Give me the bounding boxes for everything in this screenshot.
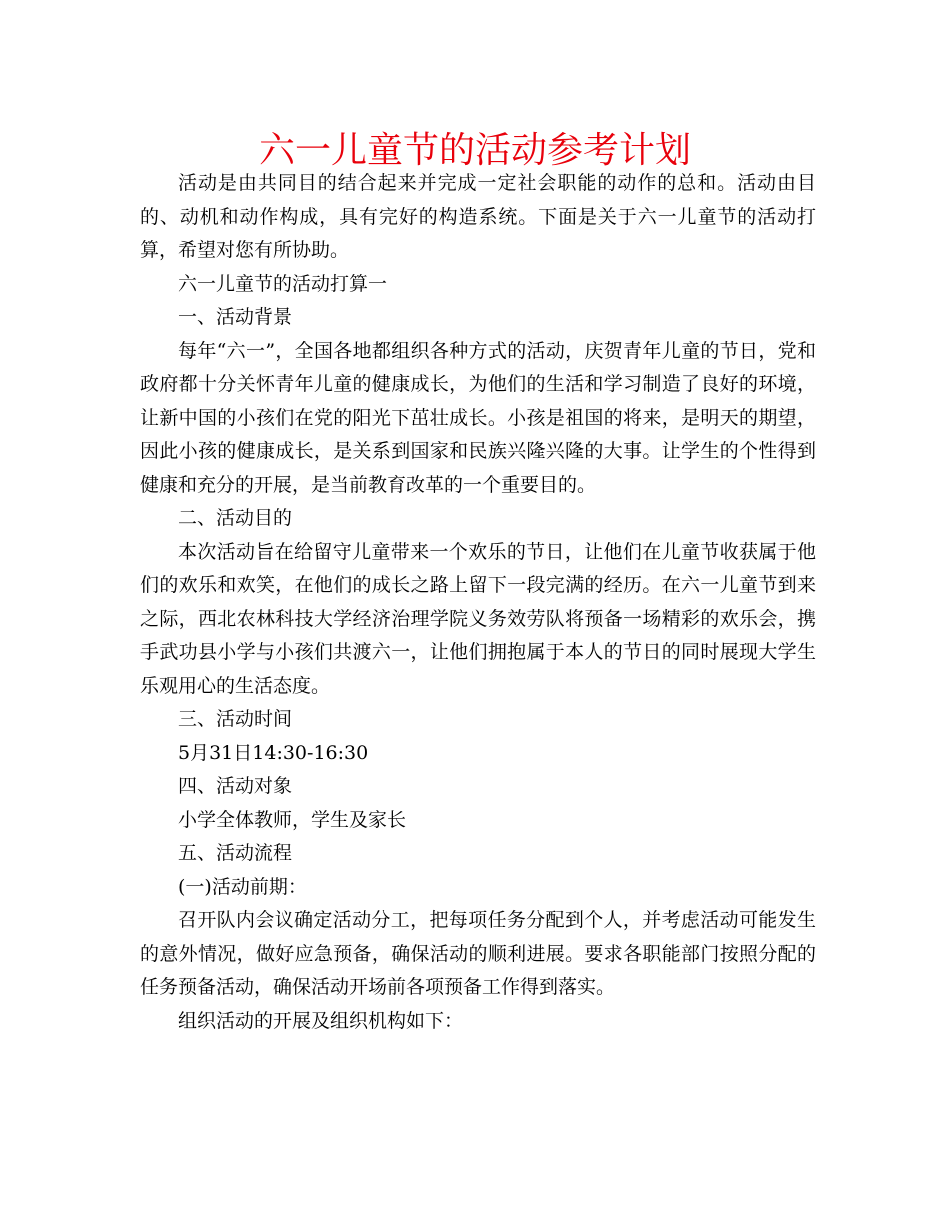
- section-heading-process: 五、活动流程: [178, 842, 293, 864]
- time-paragraph: 5月31日14:30-16:30: [178, 741, 369, 764]
- section-heading-purpose: 二、活动目的: [178, 507, 293, 529]
- section-heading-time: 三、活动时间: [178, 708, 293, 730]
- section-heading-audience: 四、活动对象: [178, 775, 293, 797]
- organization-paragraph: 组织活动的开展及组织机构如下：: [178, 1009, 464, 1032]
- audience-paragraph: 小学全体教师，学生及家长: [178, 808, 407, 831]
- pre-paragraph: 召开队内会议确定活动分工，把每项任务分配到个人，并考虑活动可能发生的意外情况，做好应急预备，确保活动的顺利进展。要求各职能部门按照分配的任务预备活动，确保活动开场前各项预备工作得到落实。: [140, 909, 816, 998]
- document-body: [140, 167, 816, 1038]
- plan-heading: 六一儿童节的活动打算一: [178, 272, 388, 295]
- purpose-paragraph: 本次活动旨在给留守儿童带来一个欢乐的节日，让他们在儿童节收获属于他们的欢乐和欢笑，在他们的成长之路上留下一段完满的经历。在六一儿童节到来之际，西北农林科技大学经济治理学院义务效劳队将预备一场精彩的欢乐会，携手武功县小学与小孩们共渡六一，让他们拥抱属于本人的节日的同时展现大学生乐观用心的生活态度。: [140, 540, 816, 697]
- subsection-heading-pre: (一)活动前期：: [178, 875, 307, 898]
- section-heading-background: 一、活动背景: [178, 306, 293, 328]
- document-title: 六一儿童节的活动参考计划: [258, 130, 691, 171]
- intro-paragraph: 活动是由共同目的结合起来并完成一定社会职能的动作的总和。活动由目的、动机和动作构成，具有完好的构造系统。下面是关于六一儿童节的活动打算，希望对您有所协助。: [140, 172, 816, 261]
- background-paragraph: 每年“六一”，全国各地都组织各种方式的活动，庆贺青年儿童的节日，党和政府都十分关怀青年儿童的健康成长，为他们的生活和学习制造了良好的环境，让新中国的小孩们在党的阳光下茁壮成长。小孩是祖国的将来，是明天的期望，因此小孩的健康成长，是关系到国家和民族兴隆兴隆的大事。让学生的个性得到健康和充分的开展，是当前教育改革的一个重要目的。: [140, 339, 816, 496]
